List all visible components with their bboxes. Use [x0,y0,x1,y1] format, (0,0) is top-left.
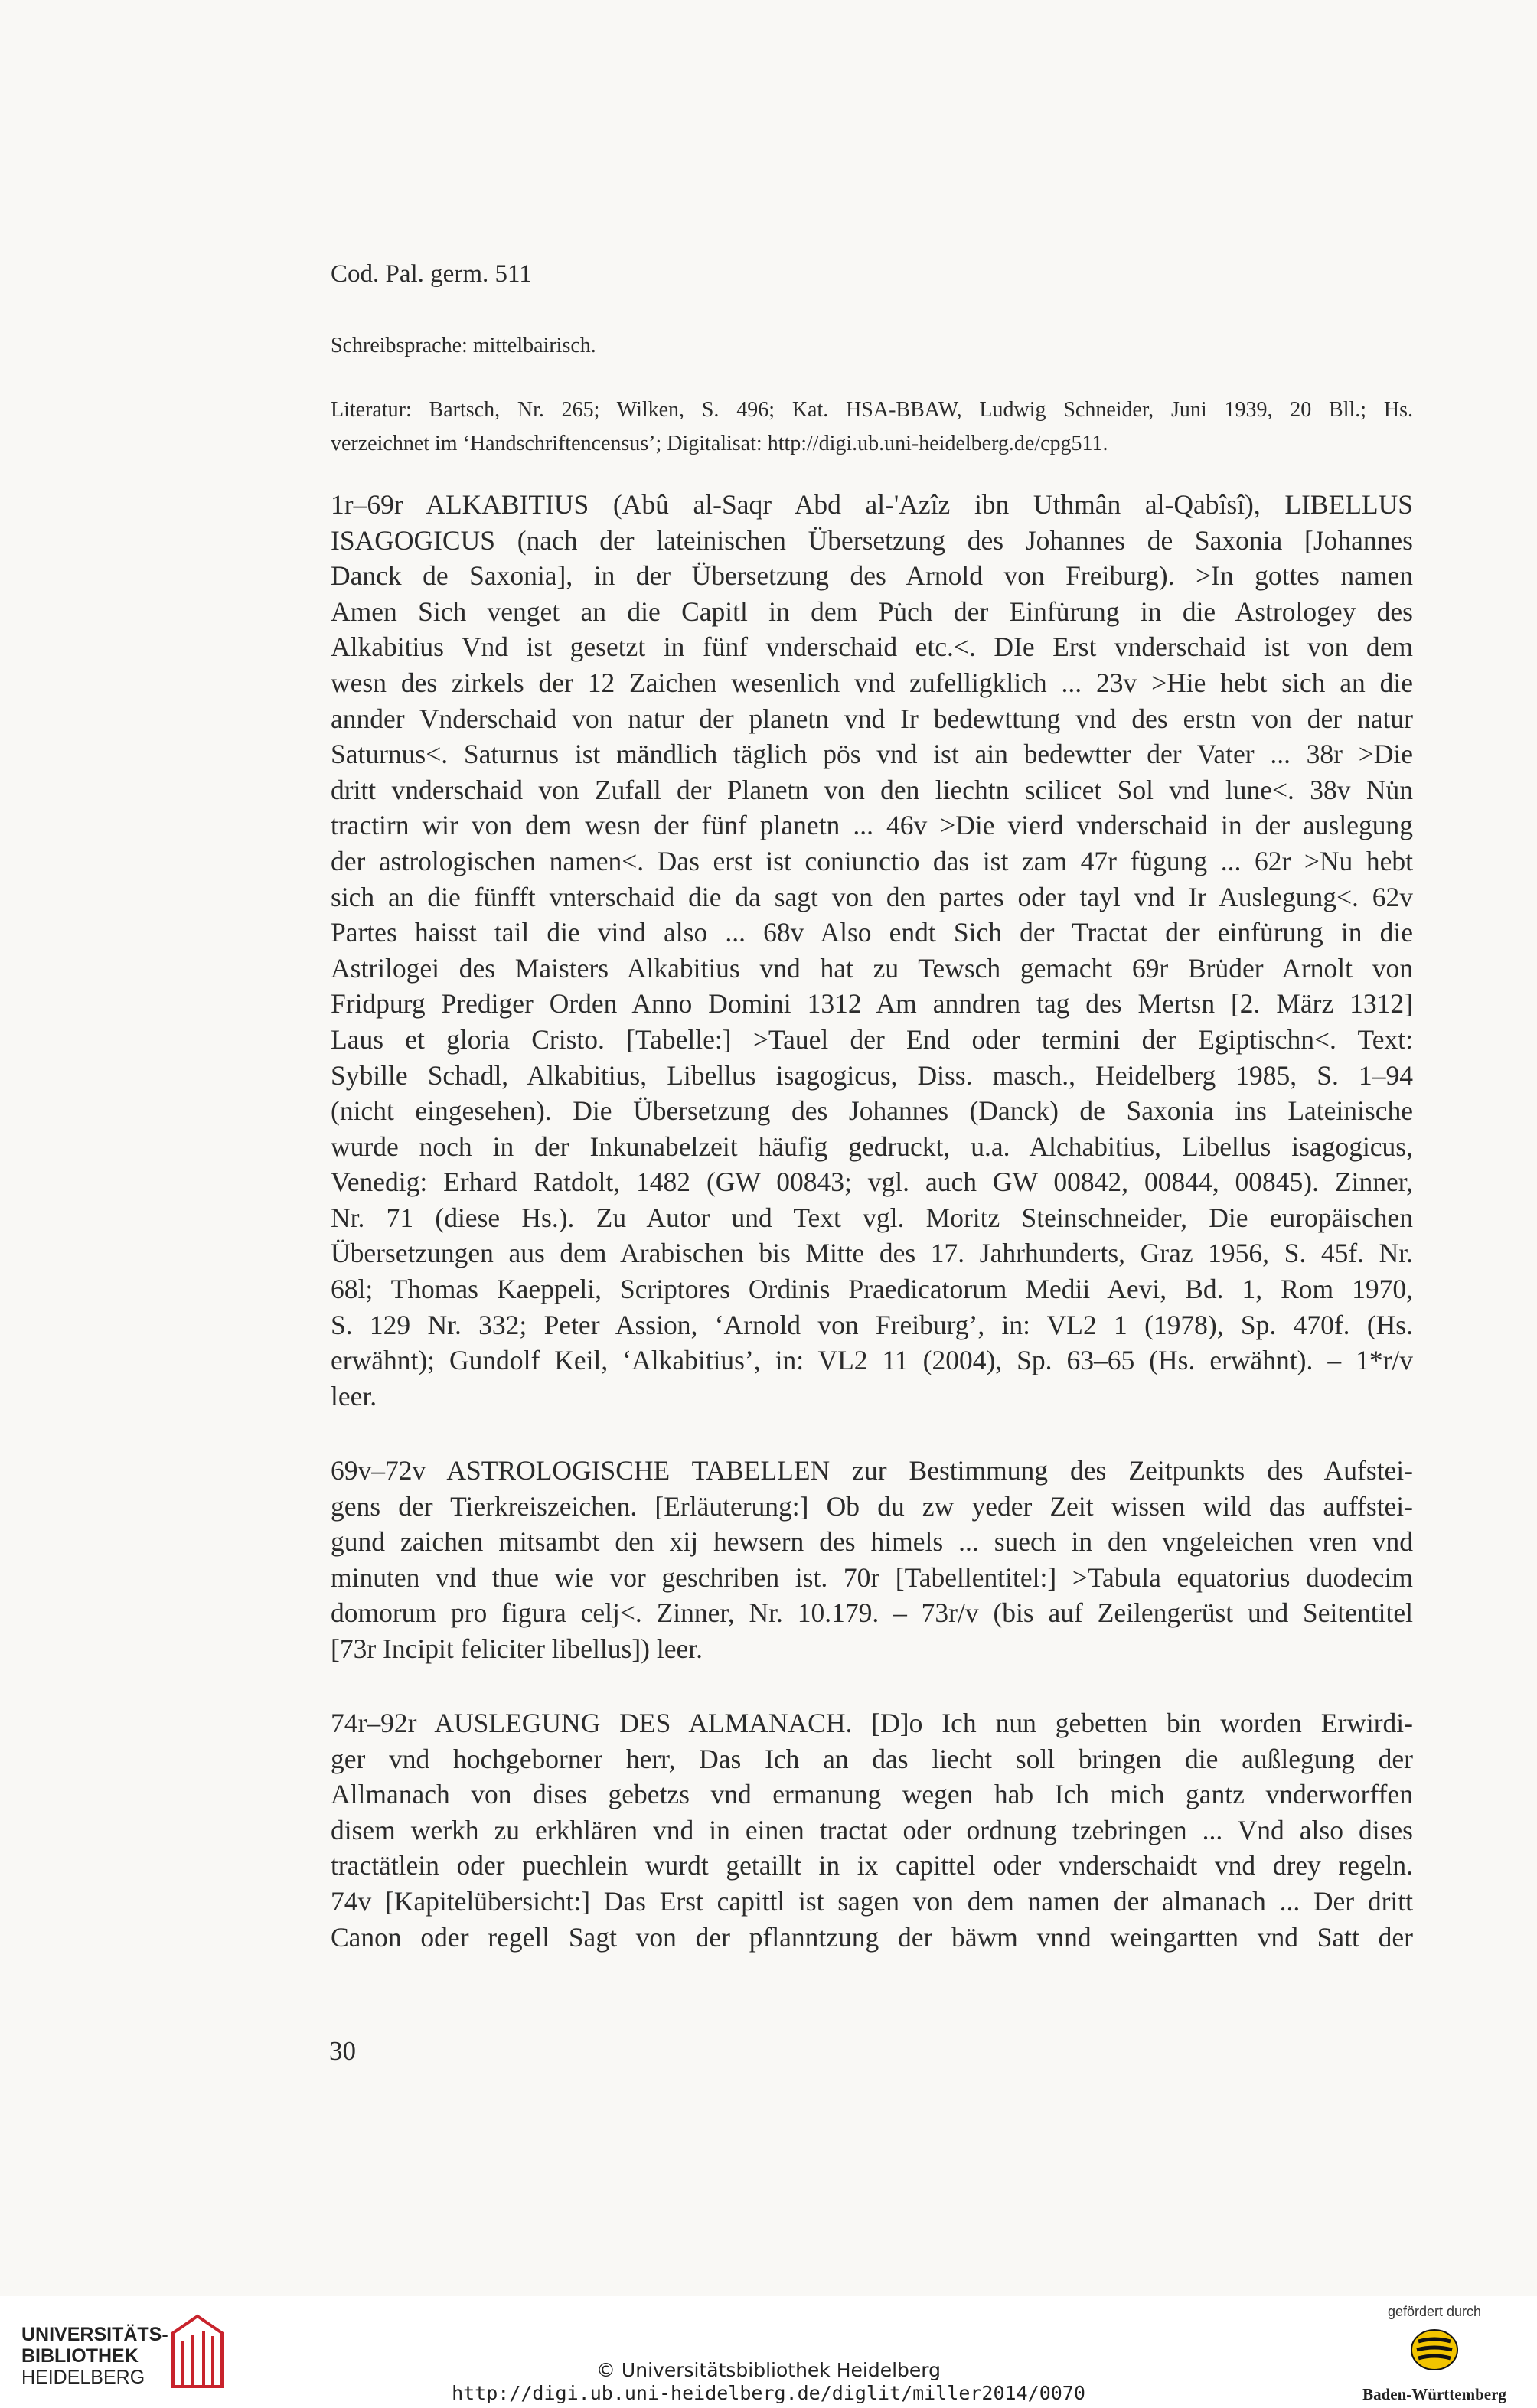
entry-line: Übersetzungen aus dem Arabischen bis Mitte des 17. Jahrhunderts, Graz 1956, S. 45f. Nr. [331,1238,1413,1269]
entry-line: Fridpurg Prediger Orden Anno Domini 1312 Am anndren tag des Mertsn [2. März 1312] [331,988,1413,1020]
entry-line: gund zaichen mitsambt den xij hewsern des himels ... suech in den vngeleichen vren vnd [331,1526,1413,1558]
entry-line: wesn des zirkels der 12 Zaichen wesenlich vnd zufelligklich ... 23v >Hie hebt sich an die [331,667,1413,698]
entry-line: domorum pro figura celj<. Zinner, Nr. 10.179. – 73r/v (bis auf Zeilengerüst und Seitentitel [331,1597,1413,1629]
entry-line: minuten vnd thue wie vor geschriben ist. 70r [Tabellentitel:] >Tabula equatorius duodecim [331,1561,1413,1593]
logo-line: BIBLIOTHEK [21,2345,139,2367]
entry-line: Saturnus<. Saturnus ist mändlich täglich pös vnd ist ain bedewtter der Vater ... 38r >Die [331,739,1413,770]
entry-line: Laus et gloria Cristo. [Tabelle:] >Tauel der End oder termini der Egiptischn<. Text: [331,1023,1413,1055]
entry-line: disem werkh zu erkhlären vnd in einen tractat oder ordnung tzebringen ... Vnd also dises [331,1814,1413,1845]
entry-line: leer. [331,1380,377,1411]
entry-line: wurde noch in der Inkunabelzeit häufig gedruckt, u.a. Alchabitius, Libellus isagogicus, [331,1131,1413,1162]
entry-line: S. 129 Nr. 332; Peter Assion, ‘Arnold von Freiburg’, in: VL2 1 (1978), Sp. 470f. (Hs. [331,1309,1413,1340]
page-number: 30 [329,2036,356,2066]
entry-line: 69v–72v ASTROLOGISCHE TABELLEN zur Bestimmung des Zeitpunkts des Aufstei- [331,1455,1413,1486]
state-name: Baden-Württemberg [1362,2385,1506,2403]
entry-line: Nr. 71 (diese Hs.). Zu Autor und Text vgl. Moritz Steinschneider, Die europäischen [331,1202,1413,1233]
funding-notice [1343,2304,1526,2403]
entry-line: ISAGOGICUS (nach der lateinischen Übersetzung des Johannes de Saxonia [Johannes [331,524,1413,556]
entry-line: tractätlein oder puechlein wurdt getaillt in ix capittel oder vnderschaidt vnd drey regeln. [331,1850,1413,1881]
entry-line: erwähnt); Gundolf Keil, ‘Alkabitius’, in: VL2 11 (2004), Sp. 63–65 (Hs. erwähnt). – 1*r/v [331,1345,1413,1376]
entry-line: Alkabitius Vnd ist gesetzt in fünf vnderschaid etc.<. DIe Erst vnderschaid ist von dem [331,631,1413,663]
entry-line: tractirn wir von dem wesn der fünf planetn ... 46v >Die vierd vnderschaid in der auslegung [331,810,1413,841]
entry-line: Partes haisst tail die vind also ... 68v Also endt Sich der Tractat der einfu̇rung in die [331,917,1413,948]
entry-line: Sybille Schadl, Alkabitius, Libellus isagogicus, Diss. masch., Heidelberg 1985, S. 1–94 [331,1059,1413,1091]
entry-line: sich an die fünfft vnterschaid die da sagt von den partes oder tayl vnd Ir Auslegung<. 62v [331,881,1413,912]
permalink[interactable]: http://digi.ub.uni-heidelberg.de/diglit/miller2014/0070 [452,2382,1085,2404]
entry-line: 74r–92r AUSLEGUNG DES ALMANACH. [D]o Ich nun gebetten bin worden Erwirdi- [331,1708,1413,1738]
entry-auslegung-almanach [331,1705,1413,1955]
entry-line: der astrologischen namen<. Das erst ist coniunctio das ist zam 47r fu̇gung ... 62r >Nu hebt [331,845,1413,876]
entry-line: dritt vnderschaid von Zufall der Planetn von den liechtn scilicet Sol vnd lune<. 38v Nu̇n [331,774,1413,805]
entry-alkabitius [331,487,1413,1414]
entry-line: Venedig: Erhard Ratdolt, 1482 (GW 00843; vgl. auch GW 00842, 00844, 00845). Zinner, [331,1166,1413,1198]
entry-line: annder Vnderschaid von natur der planetn vnd Ir bedewttung vnd des erstn von der natur [331,703,1413,734]
entry-line: Allmanach von dises gebetzs vnd ermanung wegen hab Ich mich gantz vnderworffen [331,1779,1413,1810]
entry-line: Amen Sich venget an die Capitl in dem Pu̇ch der Einfu̇rung in die Astrologey des [331,595,1413,627]
literature-block [331,393,1413,461]
funded-by-label: gefördert durch [1387,2304,1482,2319]
entry-line: [73r Incipit feliciter libellus]) leer. [331,1633,703,1664]
entry-line: 74v [Kapitelübersicht:] Das Erst capittl ist sagen von dem namen der almanach ... Der dritt [331,1885,1413,1917]
viewer-footer [0,2296,1537,2408]
logo-line: UNIVERSITÄTS- [21,2324,168,2345]
manuscript-signature: Cod. Pal. germ. 511 [331,260,532,288]
entry-line: ger vnd hochgeborner herr, Das Ich an das liecht soll bringen die außlegung der [331,1743,1413,1774]
entry-astrologische-tabellen [331,1453,1413,1667]
entry-line: 1r–69r ALKABITIUS (Abû al-Saqr Abd al-'Azîz ibn Uthmân al-Qabîsî), LIBELLUS [331,489,1413,520]
entry-line: 68l; Thomas Kaeppeli, Scriptores Ordinis Praedicatorum Medii Aevi, Bd. 1, Rom 1970, [331,1274,1413,1305]
entry-line: Danck de Saxonia], in der Übersetzung des Arnold von Freiburg). >In gottes namen [331,560,1413,592]
entry-line: Canon oder regell Sagt von der pflanntzung der bäwm vnnd weingartten vnd Satt der [331,1921,1413,1953]
literature-line: Literatur: Bartsch, Nr. 265; Wilken, S. 496; Kat. HSA-BBAW, Ludwig Schneider, Juni 1939, 20 Bll.; Hs. [331,398,1413,422]
entry-line: (nicht eingesehen). Die Übersetzung des Johannes (Danck) de Saxonia ins Lateinische [331,1095,1413,1127]
copyright-notice: © Universitätsbibliothek Heidelberg [596,2359,941,2381]
literature-line: verzeichnet im ‘Handschriftencensus’; Digitalisat: http://digi.ub.uni-heidelberg.de/cpg511. [331,432,1108,455]
entry-line: Astrilogei des Maisters Alkabitius vnd hat zu Tewsch gemacht 69r Bru̇der Arnolt von [331,952,1413,984]
logo-line: HEIDELBERG [21,2367,145,2388]
entry-line: gens der Tierkreiszeichen. [Erläuterung:] Ob du zw yeder Zeit wissen wild das auffstei- [331,1490,1413,1522]
writing-language: Schreibsprache: mittelbairisch. [331,334,596,357]
state-crest-icon [1408,2323,1461,2377]
